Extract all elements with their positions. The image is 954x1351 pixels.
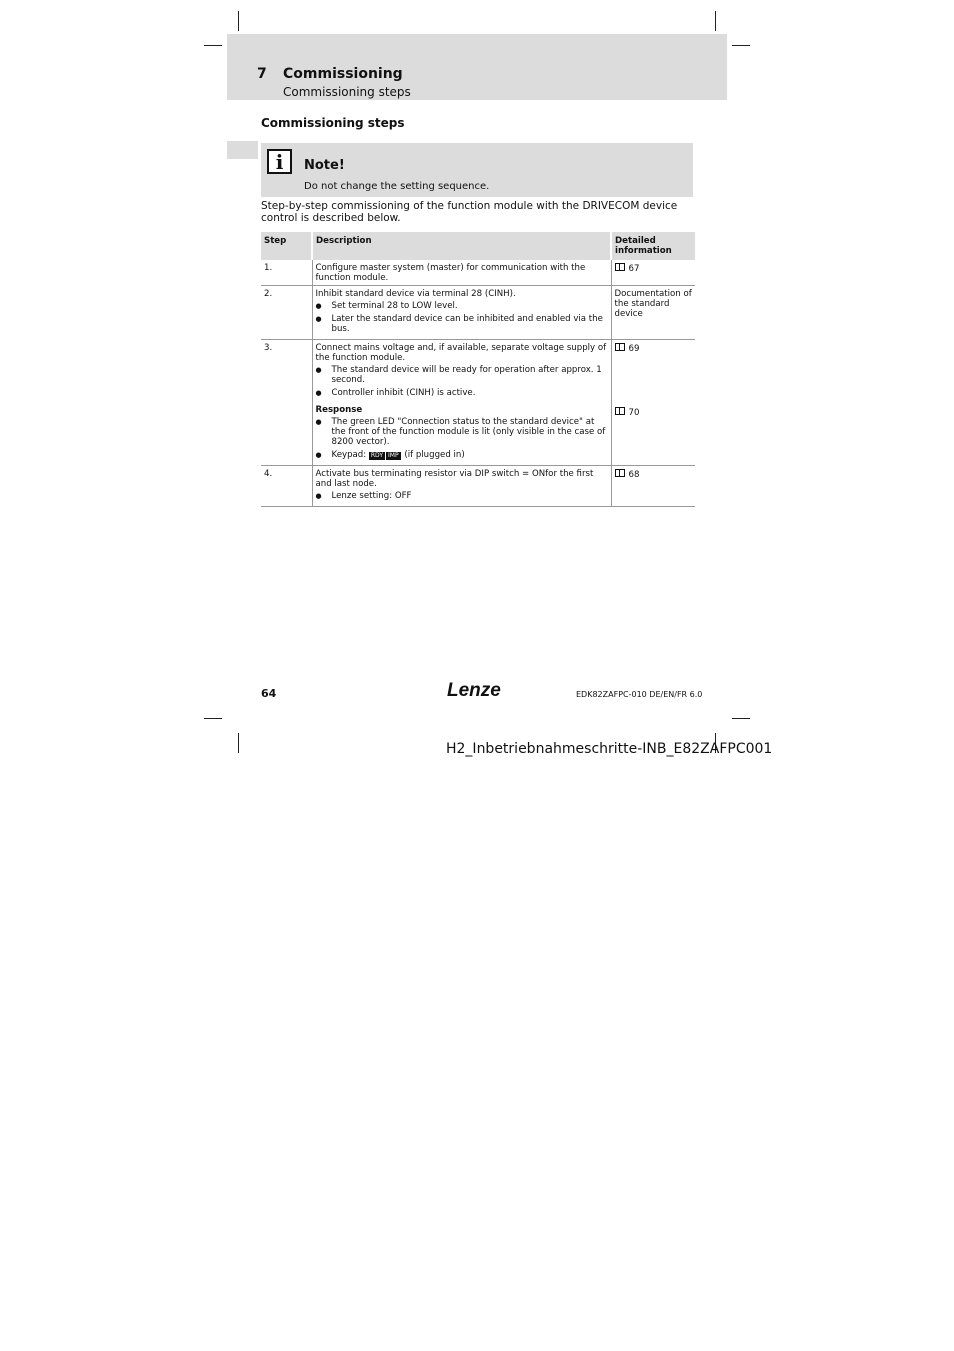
crop-mark [715, 11, 716, 31]
table-row [261, 340, 695, 466]
bullet-item: ● Later the standard device can be inhibited and enabled via the bus. [316, 314, 608, 334]
crop-mark [204, 45, 222, 46]
bullet-item: ● The standard device will be ready for operation after approx. 1 second. [316, 365, 608, 385]
table-header-row [261, 232, 695, 260]
side-tab [227, 141, 258, 159]
header-info: Detailed information [611, 232, 695, 260]
header-description: Description [312, 232, 611, 260]
step-info [611, 466, 695, 507]
book-icon [615, 263, 625, 271]
step-number: 2. [261, 286, 312, 340]
chapter-subtitle: Commissioning steps [283, 85, 411, 99]
description-text: Configure master system (master) for communication with the function module. [315, 263, 586, 283]
step-info: Documentation of the standard device [611, 286, 695, 340]
crop-mark [732, 718, 750, 719]
page-number: 64 [261, 687, 277, 700]
description-text: Inhibit standard device via terminal 28 (CINH). [315, 289, 516, 299]
intro-paragraph: Step-by-step commissioning of the function module with the DRIVECOM device control is described below. [261, 200, 678, 224]
book-icon [615, 343, 625, 351]
step-info [611, 340, 695, 466]
bullet-item: ● Set terminal 28 to LOW level. [316, 301, 608, 311]
step-number: 3. [261, 340, 312, 466]
table-row [261, 466, 695, 507]
chapter-title: Commissioning [283, 66, 403, 82]
page-ref: 69 [628, 344, 640, 354]
document-code: EDK82ZAFPC-010 DE/EN/FR 6.0 [576, 690, 703, 699]
book-icon [615, 469, 625, 477]
section-heading: Commissioning steps [261, 116, 405, 130]
crop-mark [204, 718, 222, 719]
header-step: Step [261, 232, 312, 260]
crop-mark [238, 733, 239, 753]
step-description [312, 466, 611, 507]
description-text: Connect mains voltage and, if available, separate voltage supply of the function module. [315, 343, 607, 363]
step-number: 1. [261, 260, 312, 286]
chapter-number: 7 [257, 66, 267, 82]
crop-mark [238, 11, 239, 31]
page-ref: 70 [628, 408, 640, 418]
step-description [312, 260, 611, 286]
bullet-item: ● Controller inhibit (CINH) is active. [316, 388, 608, 398]
table-row [261, 260, 695, 286]
response-label: Response [315, 405, 363, 415]
note-text: Do not change the setting sequence. [304, 181, 490, 192]
bullet-item: ● The green LED "Connection status to the standard device" at the front of the function module is lit (only visible in the case of 8200 vector). [316, 417, 608, 447]
keypad-prefix: Keypad: [331, 450, 367, 460]
crop-mark [732, 45, 750, 46]
imp-indicator-icon: IMP [388, 452, 399, 459]
page-ref: 67 [628, 264, 640, 274]
page-ref: 68 [628, 470, 640, 480]
keypad-suffix: (if plugged in) [404, 450, 465, 460]
note-title: Note! [304, 158, 345, 173]
info-icon: i [267, 149, 292, 174]
lenze-logo [447, 678, 503, 700]
description-text: Activate bus terminating resistor via DIP switch = ONfor the first and last node. [315, 469, 594, 489]
file-name: H2_Inbetriebnahmeschritte-INB_E82ZAFPC001 [446, 741, 773, 757]
step-description [312, 340, 611, 466]
logo-text: Lenze [447, 680, 501, 700]
step-number: 4. [261, 466, 312, 507]
bullet-item-keypad [316, 450, 608, 460]
book-icon [615, 407, 625, 415]
step-description [312, 286, 611, 340]
table-row [261, 286, 695, 340]
steps-table [261, 232, 695, 507]
step-info [611, 260, 695, 286]
bullet-item: ● Lenze setting: OFF [316, 491, 608, 501]
rdy-indicator-icon: RDY [370, 452, 384, 459]
